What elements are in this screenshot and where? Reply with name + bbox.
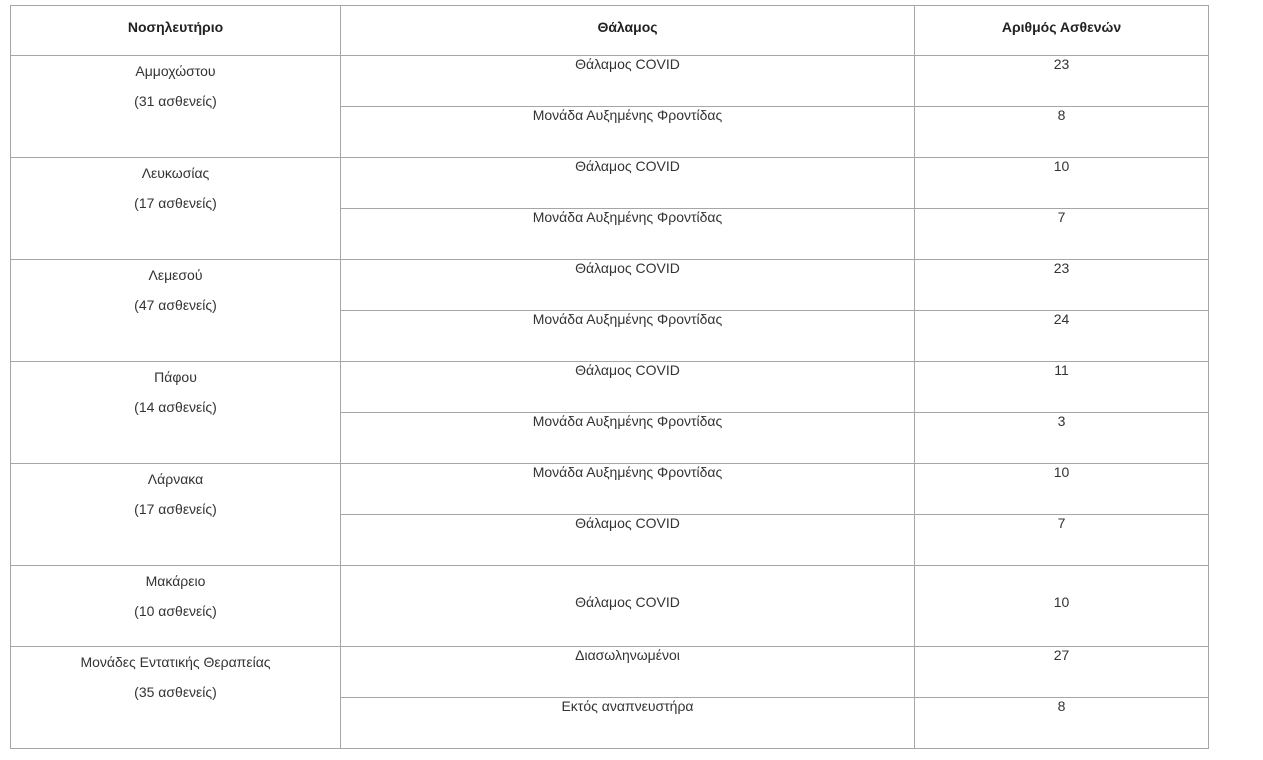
- header-hospital: Νοσηλευτήριο: [11, 6, 341, 56]
- patient-count-cell: 10: [915, 566, 1209, 647]
- ward-cell: Διασωληνωμένοι: [341, 647, 915, 698]
- patient-count-cell: 7: [915, 515, 1209, 566]
- hospital-total-patients: (17 ασθενείς): [134, 195, 217, 211]
- ward-cell: Μονάδα Αυξημένης Φροντίδας: [341, 464, 915, 515]
- hospital-cell: [11, 158, 341, 260]
- hospital-name: Πάφου: [154, 369, 197, 385]
- patient-count-cell: 8: [915, 107, 1209, 158]
- hospital-cell: [11, 260, 341, 362]
- table-body: [11, 56, 1209, 749]
- hospital-total-patients: (10 ασθενείς): [134, 603, 217, 619]
- header-patient-count: Αριθμός Ασθενών: [915, 6, 1209, 56]
- hospital-total-patients: (47 ασθενείς): [134, 297, 217, 313]
- patient-count-cell: 23: [915, 260, 1209, 311]
- table-row: [11, 566, 1209, 647]
- hospital-cell: [11, 566, 341, 647]
- patient-count-cell: 24: [915, 311, 1209, 362]
- table-row: [11, 362, 1209, 413]
- hospital-cell: [11, 362, 341, 464]
- patient-count-cell: 23: [915, 56, 1209, 107]
- hospital-name: Μακάρειο: [145, 573, 206, 589]
- ward-cell: Θάλαμος COVID: [341, 158, 915, 209]
- ward-cell: Μονάδα Αυξημένης Φροντίδας: [341, 209, 915, 260]
- patient-count-cell: 7: [915, 209, 1209, 260]
- table-row: [11, 158, 1209, 209]
- patient-count-cell: 27: [915, 647, 1209, 698]
- ward-cell: Θάλαμος COVID: [341, 362, 915, 413]
- table-row: [11, 647, 1209, 698]
- ward-cell: Μονάδα Αυξημένης Φροντίδας: [341, 413, 915, 464]
- hospital-name: Λάρνακα: [147, 471, 204, 487]
- table-row: [11, 260, 1209, 311]
- hospital-total-patients: (35 ασθενείς): [134, 684, 217, 700]
- ward-cell: Θάλαμος COVID: [341, 515, 915, 566]
- ward-cell: Θάλαμος COVID: [341, 260, 915, 311]
- hospital-patients-table: [10, 5, 1209, 749]
- table-row: [11, 464, 1209, 515]
- patient-count-cell: 3: [915, 413, 1209, 464]
- patient-count-cell: 10: [915, 464, 1209, 515]
- hospital-name: Μονάδες Εντατικής Θεραπείας: [80, 654, 271, 670]
- header-ward: Θάλαμος: [341, 6, 915, 56]
- patient-count-cell: 10: [915, 158, 1209, 209]
- hospital-name: Λεμεσού: [148, 267, 203, 283]
- hospital-cell: [11, 464, 341, 566]
- hospital-total-patients: (31 ασθενείς): [134, 93, 217, 109]
- ward-cell: Θάλαμος COVID: [341, 56, 915, 107]
- ward-cell: Μονάδα Αυξημένης Φροντίδας: [341, 107, 915, 158]
- hospital-cell: [11, 647, 341, 749]
- hospital-name: Λευκωσίας: [141, 165, 210, 181]
- hospital-total-patients: (17 ασθενείς): [134, 501, 217, 517]
- hospital-total-patients: (14 ασθενείς): [134, 399, 217, 415]
- ward-cell: Εκτός αναπνευστήρα: [341, 698, 915, 749]
- table-row: [11, 56, 1209, 107]
- hospital-name: Αμμοχώστου: [135, 63, 216, 79]
- patient-count-cell: 8: [915, 698, 1209, 749]
- patient-count-cell: 11: [915, 362, 1209, 413]
- ward-cell: Μονάδα Αυξημένης Φροντίδας: [341, 311, 915, 362]
- table-header-row: [11, 6, 1209, 56]
- ward-cell: Θάλαμος COVID: [341, 566, 915, 647]
- hospital-cell: [11, 56, 341, 158]
